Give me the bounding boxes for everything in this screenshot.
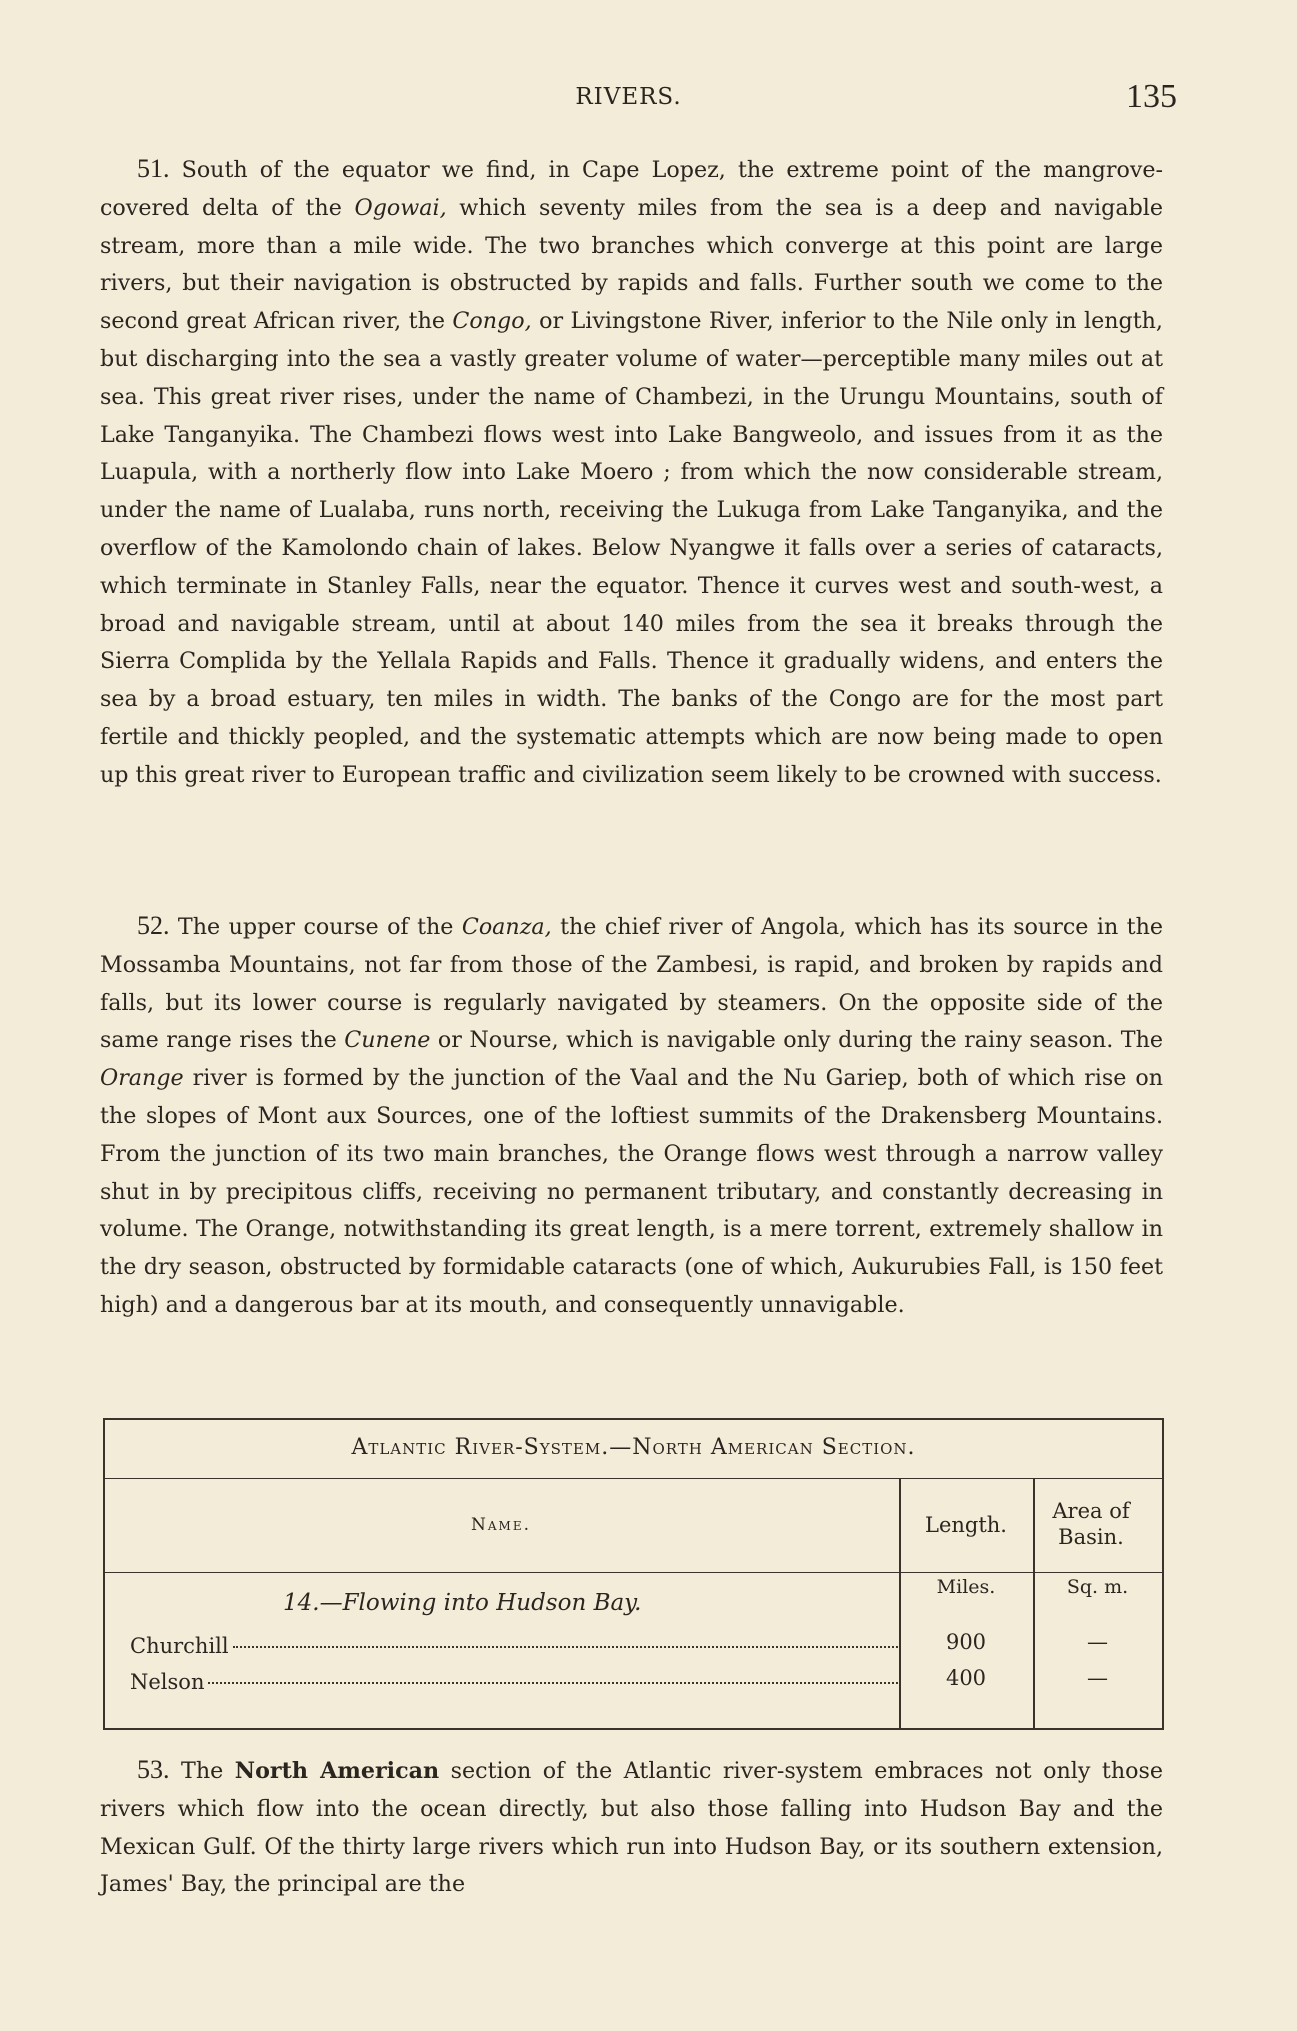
paragraph-text: or Nourse, which is navigable only during the rainy season. The <box>430 1027 1163 1054</box>
paragraph-53 <box>100 1751 1163 1904</box>
paragraph-52 <box>100 907 1163 1325</box>
river-name-italic: Orange <box>100 1065 184 1092</box>
river-name: Nelson <box>130 1670 205 1694</box>
paragraph-text: South of the equator we find, in Cape Lopez, the extreme point of the mangrove-covered delta of the <box>100 157 1163 221</box>
paragraph-text: The <box>169 1758 235 1784</box>
table-caption: Atlantic River-System.—North American Section. <box>351 1435 916 1460</box>
paragraph-text: the chief river of Angola, which has its source in the Mossamba Mountains, not far from those of the Zambesi, is rapid, and broken by rapids and falls, but its lower course is regularly navigated by steamers. On the opposite side of the same range rises the <box>100 914 1163 1054</box>
dot-leader <box>208 1682 898 1684</box>
river-name-italic: Cunene <box>344 1027 431 1054</box>
paragraph-number: 52. <box>137 911 170 940</box>
running-title: RIVERS. <box>575 84 682 110</box>
river-basin-area: — <box>1087 1630 1108 1654</box>
column-divider <box>1033 1478 1035 1728</box>
page-header <box>100 78 1177 128</box>
river-length: 400 <box>945 1666 987 1690</box>
caption-rule <box>103 1478 1164 1479</box>
paragraph-text: river is formed by the junction of the Vaal and the Nu Gariep, both of which rise on the slopes of Mont aux Sources, one of the loftiest summits of the Drakensberg Mountains. From the junction of its two main branches, the Orange flows west through a narrow valley shut in by precipitous cliffs, receiving no permanent tributary, and constantly decreasing in volume. The Orange, notwithstanding its great length, is a mere torrent, extremely shallow in the dry season, obstructed by formidable cataracts (one of which, Aukurubies Fall, is 150 feet high) and a dangerous bar at its mouth, and consequently unnavigable. <box>100 1065 1163 1318</box>
column-header-area: Area of Basin. <box>1052 1499 1130 1549</box>
column-header-name: Name. <box>471 1515 531 1535</box>
paragraph-number: 53. <box>137 1755 170 1784</box>
river-name-italic: Ogowai, <box>354 194 447 221</box>
table-row <box>130 1634 898 1658</box>
header-rule <box>103 1572 1164 1573</box>
river-basin-area: — <box>1087 1666 1108 1690</box>
unit-miles: Miles. <box>936 1576 996 1598</box>
river-length: 900 <box>945 1630 987 1654</box>
river-name: Churchill <box>130 1634 229 1658</box>
paragraph-text: section of the Atlantic river-system embraces not only those rivers which flow into the ocean directly, but also those falling into Hudson Bay and the Mexican Gulf. Of the thirty large rivers which run into Hudson Bay, or its southern extension, James' Bay, the principal are the <box>100 1758 1163 1898</box>
bold-term: North American <box>234 1758 440 1784</box>
paragraph-51 <box>100 150 1163 795</box>
river-name-italic: Coanza, <box>461 914 552 940</box>
table-group-title: 14.—Flowing into Hudson Bay. <box>283 1590 642 1616</box>
dot-leader <box>233 1646 898 1648</box>
paragraph-number: 51. <box>137 154 170 183</box>
paragraph-text: or Livingstone River, inferior to the Nile only in length, but discharging into the sea a vastly greater volume of water—perceptible many miles out at sea. This great river rises, under the name of Chambezi, in the Urungu Mountains, south of Lake Tanganyika. The Chambezi flows west into Lake Bangweolo, and issues from it as the Luapula, with a northerly flow into Lake Moero ; from which the now considerable stream, under the name of Lualaba, runs north, receiving the Lukuga from Lake Tanganyika, and the overflow of the Kamolondo chain of lakes. Below Nyangwe it falls over a series of cataracts, which terminate in Stanley Falls, near the equator. Thence it curves west and south-west, a broad and navigable stream, until at about 140 miles from the sea it breaks through the Sierra Complida by the Yellala Rapids and Falls. Thence it gradually widens, and enters the sea by a broad estuary, ten miles in width. The banks of the Congo are for the most part fertile and thickly peopled, and the systematic attempts which are now being made to open up this great river to European traffic and civilization seem likely to be crowned with success. <box>100 308 1163 788</box>
page-number: 135 <box>1126 78 1177 115</box>
river-name-italic: Congo, <box>452 308 532 335</box>
table-border-left <box>103 1420 105 1728</box>
table-border-right <box>1162 1420 1164 1728</box>
paragraph-text: which seventy miles from the sea is a deep and navigable stream, more than a mile wide. The two branches which converge at this point are large rivers, but their navigation is obstructed by rapids and falls. Further south we come to the second great African river, the <box>100 194 1163 335</box>
unit-sq-miles: Sq. m. <box>1066 1576 1129 1598</box>
column-header-length: Length. <box>925 1513 1007 1537</box>
paragraph-text: The upper course of the <box>169 914 462 940</box>
river-table <box>103 1418 1164 1730</box>
table-row <box>130 1670 898 1694</box>
